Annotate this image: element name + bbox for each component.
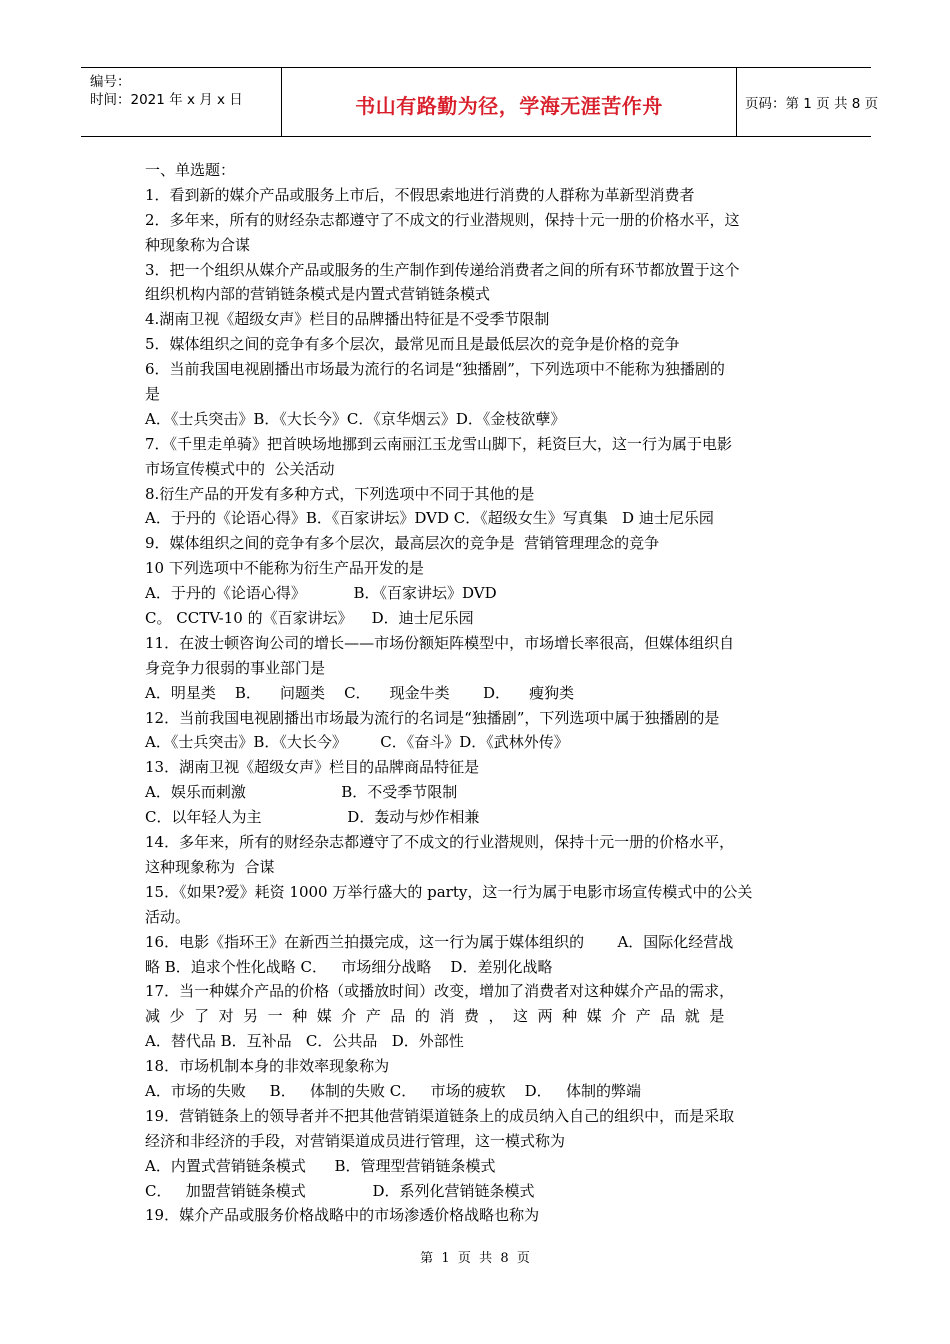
text-line: 减 少 了 对 另 一 种 媒 介 产 品 的 消 费 ， 这 两 种 媒 介 产 品 就 是 xyxy=(145,1007,725,1026)
text-line: C．以年轻人为主 D．轰动与炒作相兼 xyxy=(145,808,480,827)
text-line: 4.湖南卫视《超级女声》栏目的品牌播出特征是不受季节限制 xyxy=(145,310,550,329)
page-header xyxy=(81,67,879,137)
text-line: 身竞争力很弱的事业部门是 xyxy=(145,658,326,677)
text-line: A．于丹的《论语心得》B．《百家讲坛》DVD C．《超级女生》写真集 D 迪士尼乐园 xyxy=(145,509,714,528)
document-number-label: 编号： xyxy=(90,74,131,90)
page-footer: 第 1 页 共 8 页 xyxy=(420,1251,530,1266)
text-line: 12．当前我国电视剧播出市场最为流行的名词是“独播剧”，下列选项中属于独播剧的是 xyxy=(145,708,720,727)
text-line: A．娱乐而刺激 B．不受季节限制 xyxy=(145,783,458,802)
text-line: C． 加盟营销链条模式 D．系列化营销链条模式 xyxy=(145,1181,535,1200)
text-line: A．于丹的《论语心得》 B．《百家讲坛》DVD xyxy=(145,584,497,603)
text-line: 16．电影《指环王》在新西兰拍摄完成，这一行为属于媒体组织的 A．国际化经营战 xyxy=(145,932,734,951)
text-line: 2．多年来，所有的财经杂志都遵守了不成文的行业潜规则，保持十元一册的价格水平，这 xyxy=(145,210,740,229)
header-motto: 书山有路勤为径，学海无涯苦作舟 xyxy=(355,94,663,118)
text-line: 7．《千里走单骑》把首映场地挪到云南丽江玉龙雪山脚下，耗资巨大，这一行为属于电影 xyxy=(145,434,733,453)
text-line: 3．把一个组织从媒介产品或服务的生产制作到传递给消费者之间的所有环节都放置于这个 xyxy=(145,260,740,279)
header-page-cell xyxy=(736,68,879,136)
text-line: A．明星类 B． 问题类 C． 现金牛类 D． 瘦狗类 xyxy=(145,683,575,702)
text-line: 8.衍生产品的开发有多种方式，下列选项中不同于其他的是 xyxy=(145,484,535,503)
text-line: 19．营销链条上的领导者并不把其他营销渠道链条上的成员纳入自己的组织中，而是采取 xyxy=(145,1106,735,1125)
text-line: 18．市场机制本身的非效率现象称为 xyxy=(145,1057,390,1076)
text-line: 9．媒体组织之间的竞争有多个层次，最高层次的竞争是 营销管理理念的竞争 xyxy=(145,534,660,553)
text-line: 19．媒介产品或服务价格战略中的市场渗透价格战略也称为 xyxy=(145,1206,540,1225)
text-line: 14．多年来，所有的财经杂志都遵守了不成文的行业潜规则，保持十元一册的价格水平， xyxy=(145,833,735,852)
header-motto-cell xyxy=(281,68,737,136)
text-line: C。 CCTV-10 的《百家讲坛》 D．迪士尼乐园 xyxy=(145,609,474,628)
text-line: 活动。 xyxy=(145,907,191,926)
text-line: A．内置式营销链条模式 B．管理型营销链条模式 xyxy=(145,1156,496,1175)
text-line: 组织机构内部的营销链条模式是内置式营销链条模式 xyxy=(145,285,491,304)
text-line: A．市场的失败 B． 体制的失败 C． 市场的疲软 D． 体制的弊端 xyxy=(145,1081,641,1100)
header-page-indicator: 页码：第 1 页 共 8 页 xyxy=(745,96,879,112)
text-line: 5．媒体组织之间的竞争有多个层次，最常见而且是最低层次的竞争是价格的竞争 xyxy=(145,335,680,354)
text-line: 15．《如果?爱》耗资 1000 万举行盛大的 party，这一行为属于电影市场宣传模式中的公关 xyxy=(145,882,753,901)
text-line: 10 下列选项中不能称为衍生产品开发的是 xyxy=(145,559,424,578)
text-line: 经济和非经济的手段，对营销渠道成员进行管理，这一模式称为 xyxy=(145,1131,566,1150)
text-line: 13．湖南卫视《超级女声》栏目的品牌商品特征是 xyxy=(145,758,480,777)
document-body xyxy=(145,158,808,1228)
text-line: 略 B．追求个性化战略 C． 市场细分战略 D．差别化战略 xyxy=(145,957,553,976)
text-line: A．《士兵突击》B．《大长今》C．《京华烟云》D．《金枝欲孽》 xyxy=(145,409,566,428)
text-line: 是 xyxy=(145,385,161,404)
text-line: 17．当一种媒介产品的价格（或播放时间）改变，增加了消费者对这种媒介产品的需求， xyxy=(145,982,735,1001)
text-line: A．《士兵突击》B．《大长今》 C．《奋斗》D．《武林外传》 xyxy=(145,733,569,752)
text-line: 市场宣传模式中的 公关活动 xyxy=(145,459,335,478)
text-line: 一、单选题： xyxy=(145,161,236,179)
text-line: 种现象称为合谋 xyxy=(145,235,251,254)
text-line: 这种现象称为 合谋 xyxy=(145,857,275,876)
text-line: 1．看到新的媒介产品或服务上市后，不假思索地进行消费的人群称为革新型消费者 xyxy=(145,185,695,204)
text-line: A．替代品 B．互补品 C．公共品 D．外部性 xyxy=(145,1032,464,1051)
document-time-label: 时间：2021 年 x 月 x 日 xyxy=(90,92,243,108)
text-line: 11．在波士顿咨询公司的增长——市场份额矩阵模型中，市场增长率很高，但媒体组织自 xyxy=(145,633,735,652)
text-line: 6．当前我国电视剧播出市场最为流行的名词是“独播剧”，下列选项中不能称为独播剧的 xyxy=(145,360,725,379)
header-info-cell xyxy=(81,68,281,136)
